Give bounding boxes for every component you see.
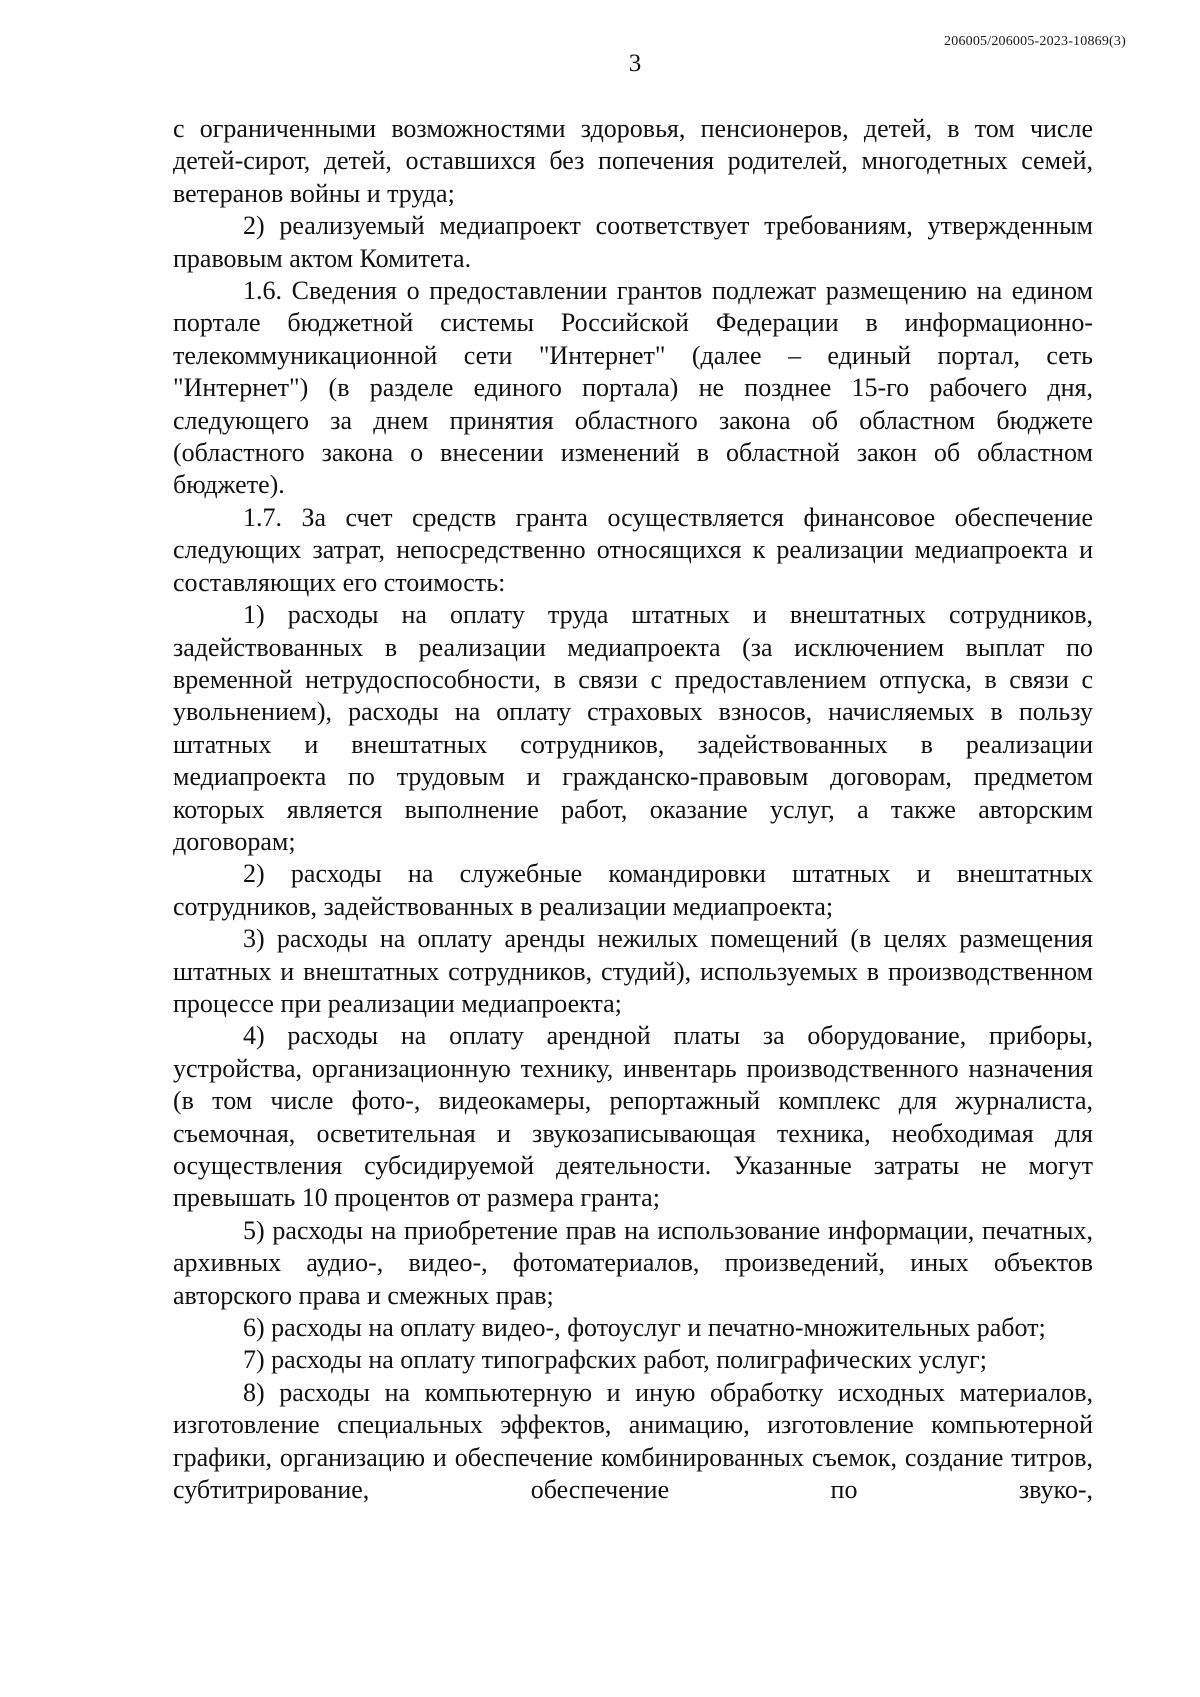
document-body [173,113,1093,1506]
paragraph-expense-2-business-trips: 2) расходы на служебные командировки штатных и внештатных сотрудников, задействованных в реализации медиапроекта; [173,859,1093,921]
document-registration-number: 206005/206005-2023-10869(3) [944,34,1126,49]
paragraph-expense-5-rights-acquisition: 5) расходы на приобретение прав на использование информации, печатных, архивных аудио-, видео-, фотоматериалов, произведений, иных объектов авторского права и смежных прав; [173,1215,1093,1310]
page-number: 3 [628,50,642,77]
paragraph-1-7-grant-expenses: 1.7. За счет средств гранта осуществляется финансовое обеспечение следующих затрат, непосредственно относящихся к реализации медиапроекта и составляющих его стоимость: [173,502,1093,597]
paragraph-expense-1-labor: 1) расходы на оплату труда штатных и внештатных сотрудников, задействованных в реализации медиапроекта (за исключением выплат по временной нетрудоспособности, в связи с предоставлением отпуска, в связи с увольнением), расходы на оплату страховых взносов, начисляемых в пользу штатных и внештатных сотрудников, задействованных в реализации медиапроекта по трудовым и гражданско-правовым договорам, предметом которых является выполнение работ, оказание услуг, а также авторским договорам; [173,600,1093,856]
paragraph-expense-7-printing: 7) расходы на оплату типографских работ, полиграфических услуг; [243,1345,987,1375]
paragraph-expense-6-photo-video-services: 6) расходы на оплату видео-, фотоуслуг и печатно-множительных работ; [243,1313,1046,1343]
paragraph-expense-8-processing: 8) расходы на компьютерную и иную обработку исходных материалов, изготовление специальных эффектов, анимацию, изготовление компьютерной графики, организацию и обеспечение комбинированных съемок, создание титров, субтитрирование, обеспечение по звуко-, [173,1377,1093,1505]
paragraph-item-2-project-requirements: 2) реализуемый медиапроект соответствует требованиям, утвержденным правовым актом Комитета. [173,211,1093,273]
paragraph-expense-4-equipment-rent: 4) расходы на оплату арендной платы за оборудование, приборы, устройства, организационную технику, инвентарь производственного назначения (в том числе фото-, видеокамеры, репортажный комплекс для журналиста, съемочная, осветительная и звукозаписывающая техника, необходимая для осуществления субсидируемой деятельности. Указанные затраты не могут превышать 10 процентов от размера гранта; [173,1021,1093,1213]
paragraph-continuation: с ограниченными возможностями здоровья, пенсионеров, детей, в том числе детей-сирот, детей, оставшихся без попечения родителей, многодетных семей, ветеранов войны и труда; [173,114,1093,208]
paragraph-1-6-grant-publication: 1.6. Сведения о предоставлении грантов подлежат размещению на едином портале бюджетной системы Российской Федерации в информационно-телекоммуникационной сети "Интернет" (далее – единый портал, сеть "Интернет") (в разделе единого портала) не позднее 15-го рабочего дня, следующего за днем принятия областного закона об областном бюджете (областного закона о внесении изменений в областной закон об областном бюджете). [173,276,1093,500]
paragraph-expense-3-premises-rent: 3) расходы на оплату аренды нежилых помещений (в целях размещения штатных и внештатных сотрудников, студий), используемых в производственном процессе при реализации медиапроекта; [173,924,1093,1018]
